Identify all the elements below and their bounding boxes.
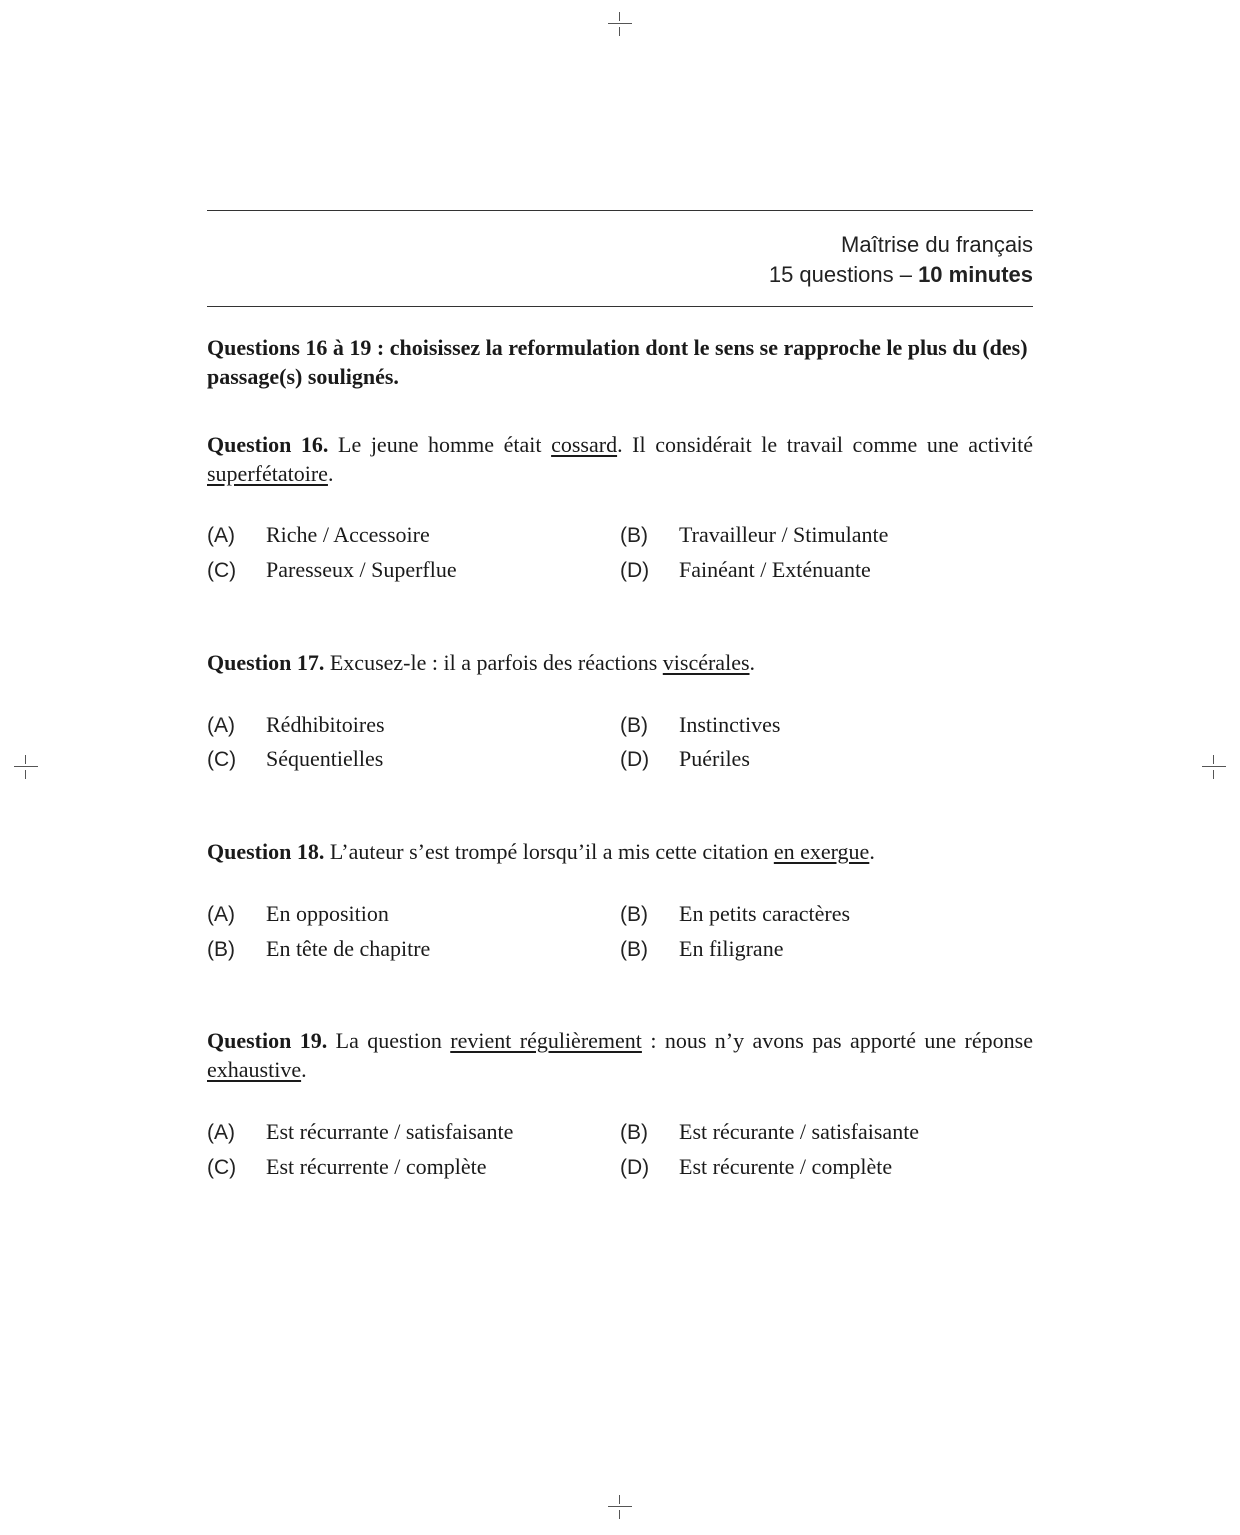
option-text: Travailleur / Stimulante xyxy=(679,522,889,547)
crop-mark-top xyxy=(608,12,632,36)
option-letter: (A) xyxy=(207,1121,235,1144)
question-text: : nous n’y avons pas apporté une réponse xyxy=(641,1028,1033,1053)
option-text: En opposition xyxy=(266,901,389,926)
question-text: Excusez-le : il a parfois des réactions xyxy=(324,650,663,675)
question-text: La question xyxy=(327,1028,451,1053)
option-16-c[interactable] xyxy=(207,555,457,586)
option-19-c[interactable] xyxy=(207,1152,487,1183)
option-19-b[interactable] xyxy=(620,1117,919,1148)
option-text: Est récurrente / complète xyxy=(266,1154,487,1179)
question-17 xyxy=(207,648,1033,677)
option-18-b[interactable] xyxy=(620,899,850,930)
underlined-term: viscérales xyxy=(662,650,750,675)
option-text: Rédhibitoires xyxy=(266,712,385,737)
question-18 xyxy=(207,837,1033,866)
option-letter: (B) xyxy=(620,938,648,961)
section-subject: Maîtrise du français xyxy=(841,232,1033,257)
underlined-term: en exergue xyxy=(773,839,870,864)
option-text: Séquentielles xyxy=(266,746,384,771)
option-letter: (B) xyxy=(620,903,648,926)
option-16-d[interactable] xyxy=(620,555,871,586)
option-letter: (D) xyxy=(620,748,650,771)
option-letter: (B) xyxy=(620,714,648,737)
crop-mark-left xyxy=(14,755,38,779)
option-letter: (C) xyxy=(207,748,237,771)
option-18-d[interactable] xyxy=(620,934,783,965)
question-19 xyxy=(207,1026,1033,1084)
option-letter: (D) xyxy=(620,1156,650,1179)
underlined-term: cossard xyxy=(551,432,618,457)
option-18-c[interactable] xyxy=(207,934,430,965)
crop-mark-right xyxy=(1202,755,1226,779)
option-text: Puériles xyxy=(679,746,750,771)
underlined-term: exhaustive xyxy=(207,1057,302,1082)
question-text: . xyxy=(749,650,756,675)
option-text: Paresseux / Superflue xyxy=(266,557,457,582)
option-text: Fainéant / Exténuante xyxy=(679,557,871,582)
header-rule-bottom xyxy=(207,306,1033,307)
question-text: . xyxy=(327,461,334,486)
option-19-a[interactable] xyxy=(207,1117,513,1148)
option-letter: (C) xyxy=(207,559,237,582)
option-18-a[interactable] xyxy=(207,899,389,930)
option-text: En tête de chapitre xyxy=(266,936,431,961)
option-text: Est récurante / satisfaisante xyxy=(679,1119,920,1144)
question-text: . xyxy=(869,839,875,864)
option-17-b[interactable] xyxy=(620,710,780,741)
question-count: 15 questions – xyxy=(768,262,919,287)
option-17-c[interactable] xyxy=(207,744,383,775)
instructions: Questions 16 à 19 : choisissez la reformulation dont le sens se rapproche le plus du (des) passage(s) soulignés. xyxy=(207,335,1028,389)
question-text: L’auteur s’est trompé lorsqu’il a mis cette citation xyxy=(324,839,774,864)
question-label: Question 19. xyxy=(207,1028,328,1053)
question-label: Question 17. xyxy=(207,650,325,675)
option-17-a[interactable] xyxy=(207,710,385,741)
crop-mark-bottom xyxy=(608,1495,632,1519)
option-text: Instinctives xyxy=(679,712,781,737)
option-19-d[interactable] xyxy=(620,1152,892,1183)
duration: 10 minutes xyxy=(918,262,1033,287)
option-text: Est récurrante / satisfaisante xyxy=(266,1119,514,1144)
option-letter: (A) xyxy=(207,714,235,737)
question-label: Question 16. xyxy=(207,432,329,457)
question-text: Le jeune homme était xyxy=(328,432,552,457)
option-letter: (B) xyxy=(620,1121,648,1144)
question-text: . xyxy=(301,1057,307,1082)
option-text: Est récurente / complète xyxy=(679,1154,893,1179)
option-letter: (B) xyxy=(207,938,235,961)
underlined-term: revient régulièrement xyxy=(450,1028,642,1053)
option-16-a[interactable] xyxy=(207,520,430,551)
header-rule-top xyxy=(207,210,1033,211)
option-17-d[interactable] xyxy=(620,744,750,775)
question-16 xyxy=(207,430,1033,488)
option-letter: (C) xyxy=(207,1156,237,1179)
option-16-b[interactable] xyxy=(620,520,888,551)
option-text: Riche / Accessoire xyxy=(266,522,430,547)
option-letter: (A) xyxy=(207,524,235,547)
section-header xyxy=(207,230,1033,290)
question-text: . Il considérait le travail comme une activité xyxy=(617,432,1033,457)
option-text: En petits caractères xyxy=(679,901,851,926)
question-label: Question 18. xyxy=(207,839,325,864)
option-text: En filigrane xyxy=(679,936,784,961)
option-letter: (D) xyxy=(620,559,650,582)
option-letter: (B) xyxy=(620,524,648,547)
section-timing xyxy=(207,260,1033,290)
underlined-term: superfétatoire xyxy=(207,461,328,486)
option-letter: (A) xyxy=(207,903,235,926)
